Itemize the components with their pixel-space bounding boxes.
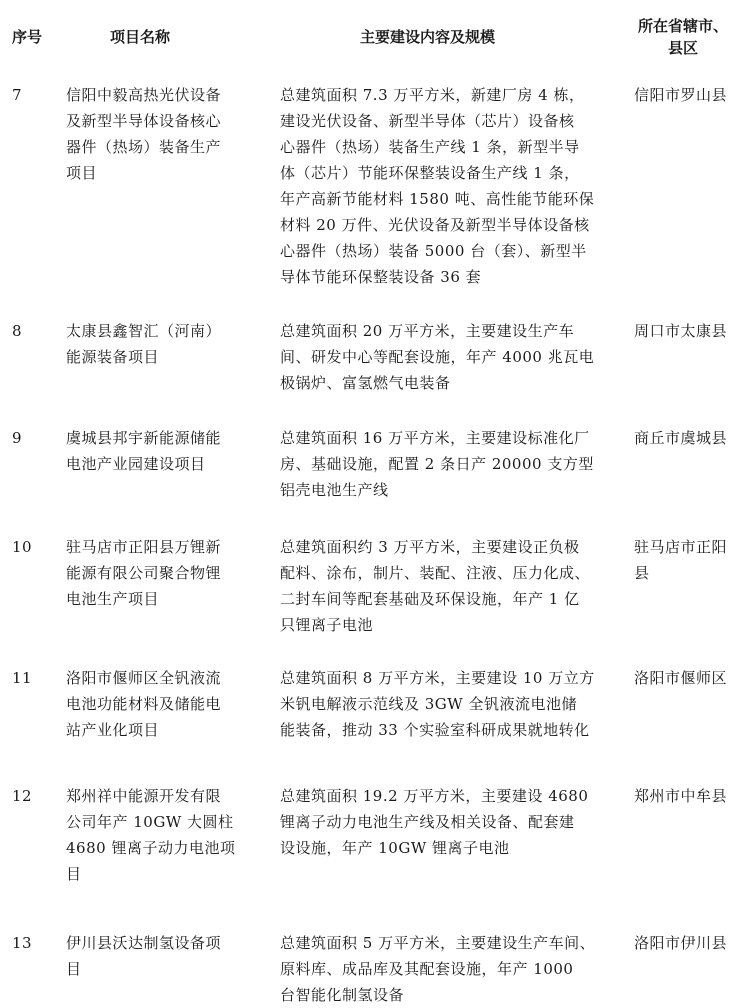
header-construction-content: 主要建设内容及规模 bbox=[360, 28, 496, 46]
row-construction-content: 总建筑面积 8 万平方米，主要建设 10 万立方 米钒电解液示范线及 3GW 全钒液流电池储 能装备，推动 33 个实验室科研成果就地转化 bbox=[280, 669, 595, 739]
row-construction-content: 总建筑面积 19.2 万平方米，主要建设 4680 锂离子动力电池生产线及相关设备、配套建 设设施，年产 10GW 锂离子电池 bbox=[280, 787, 589, 857]
row-serial-number: 12 bbox=[12, 787, 33, 805]
row-location: 周口市太康县 bbox=[634, 322, 728, 340]
row-construction-content: 总建筑面积 7.3 万平方米，新建厂房 4 栋， 建设光伏设备、新型半导体（芯片）设备核 心器件（热场）装备生产线 1 条，新型半导 体（芯片）节能环保整装设备生产线 1 条， 年产高新节能材料 1580 吨、高性能节能环保 材料 20 万件、光伏设备及新型半导体设备核 心器件（热场）装备 5000 台（套）、新型半 导体节能环保整装设备 36 套 bbox=[280, 86, 595, 286]
row-serial-number: 7 bbox=[12, 86, 23, 104]
row-location: 信阳市罗山县 bbox=[634, 86, 728, 104]
table-header bbox=[0, 0, 741, 60]
row-location: 商丘市虞城县 bbox=[634, 429, 728, 447]
row-project-name: 虞城县邦宇新能源储能 电池产业园建设项目 bbox=[66, 429, 222, 473]
row-serial-number: 9 bbox=[12, 429, 23, 447]
row-construction-content: 总建筑面积 16 万平方米，主要建设标准化厂 房、基础设施，配置 2 条日产 20000 支方型 铝壳电池生产线 bbox=[280, 429, 594, 499]
row-construction-content: 总建筑面积 5 万平方米，主要建设生产车间、 原料库、成品库及其配套设施，年产 1000 台智能化制氢设备 bbox=[280, 934, 596, 1004]
row-project-name: 洛阳市偃师区全钒液流 电池功能材料及储能电 站产业化项目 bbox=[66, 669, 222, 739]
row-location: 洛阳市伊川县 bbox=[634, 934, 728, 952]
row-project-name: 伊川县沃达制氢设备项 目 bbox=[66, 934, 222, 978]
row-serial-number: 10 bbox=[12, 538, 33, 556]
row-project-name: 信阳中毅高热光伏设备 及新型半导体设备核心 器件（热场）装备生产 项目 bbox=[66, 86, 222, 182]
header-location: 所在省辖市、 县区 bbox=[637, 17, 728, 57]
row-location: 洛阳市偃师区 bbox=[634, 669, 728, 687]
row-serial-number: 11 bbox=[12, 669, 33, 687]
row-construction-content: 总建筑面积约 3 万平方米，主要建设正负极 配料、涂布，制片、装配、注液、压力化成、 二封车间等配套基础及环保设施，年产 1 亿 只锂离子电池 bbox=[280, 538, 591, 634]
header-project-name: 项目名称 bbox=[110, 28, 171, 46]
row-construction-content: 总建筑面积 20 万平方米，主要建设生产车 间、研发中心等配套设施，年产 4000 兆瓦电 极锅炉、富氢燃气电装备 bbox=[280, 322, 595, 392]
row-serial-number: 8 bbox=[12, 322, 23, 340]
row-project-name: 太康县鑫智汇（河南） 能源装备项目 bbox=[66, 322, 222, 366]
row-project-name: 郑州祥中能源开发有限 公司年产 10GW 大圆柱 4680 锂离子动力电池项 目 bbox=[66, 787, 236, 883]
row-location: 驻马店市正阳 县 bbox=[634, 538, 728, 582]
row-serial-number: 13 bbox=[12, 934, 33, 952]
row-location: 郑州市中牟县 bbox=[634, 787, 728, 805]
header-serial-number: 序号 bbox=[12, 28, 43, 46]
row-project-name: 驻马店市正阳县万锂新 能源有限公司聚合物锂 电池生产项目 bbox=[66, 538, 222, 608]
